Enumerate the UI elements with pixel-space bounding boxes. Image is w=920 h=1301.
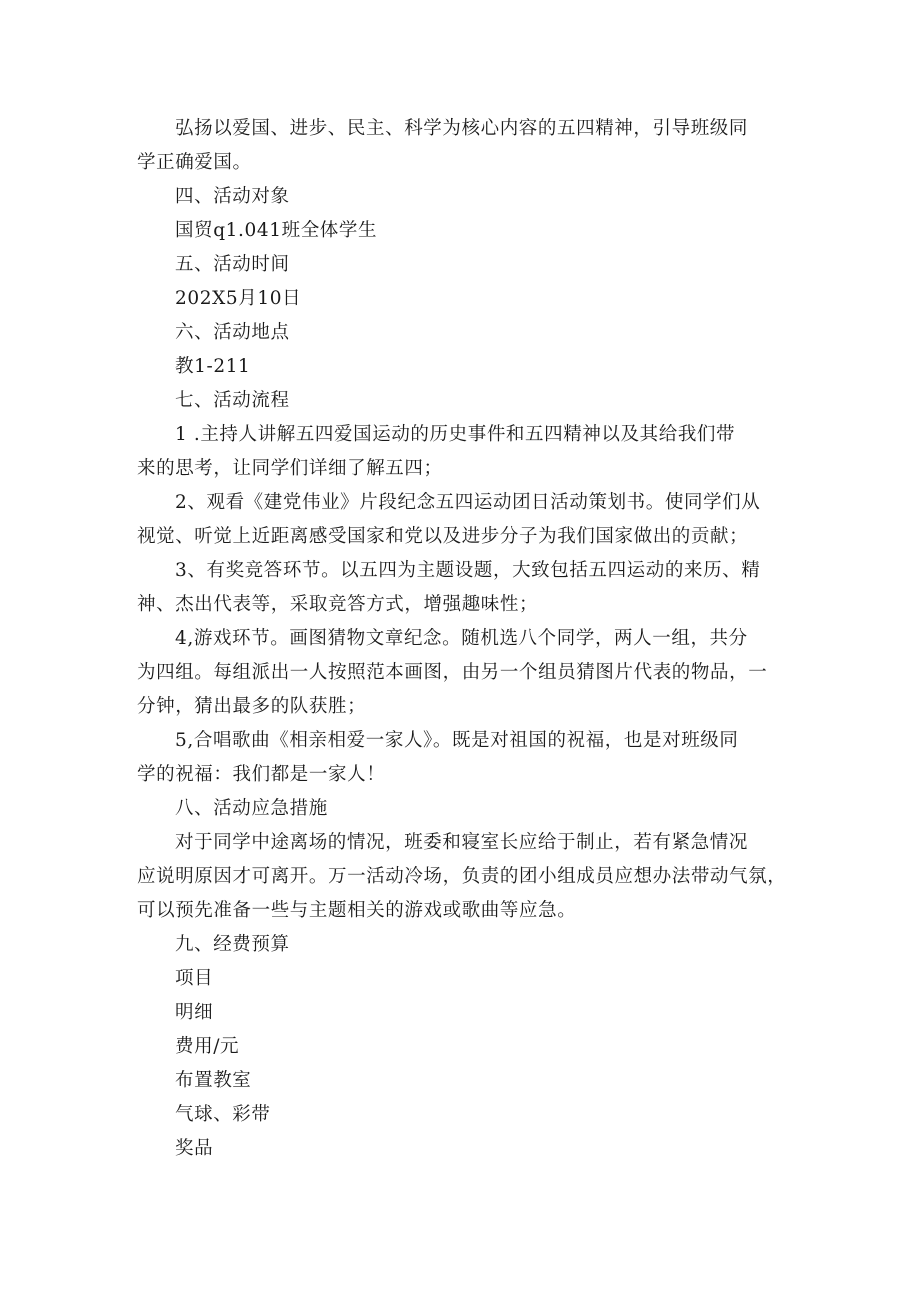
section-heading: 九、经费预算 (175, 934, 290, 955)
paragraph-line: 为四组。每组派出一人按照范本画图，由另一个组员猜图片代表的物品，一 (137, 662, 768, 683)
paragraph-line: 对于同学中途离场的情况，班委和寝室长应给于制止，若有紧急情况 (175, 832, 749, 853)
budget-item: 气球、彩带 (175, 1104, 271, 1125)
section-heading: 四、活动对象 (175, 186, 290, 207)
budget-item: 项目 (175, 968, 214, 989)
paragraph-line: 学的祝福：我们都是一家人！ (137, 764, 386, 785)
document-body (137, 112, 787, 1166)
paragraph-line: 3、有奖竞答环节。以五四为主题设题，大致包括五四运动的来历、精 (175, 560, 761, 581)
paragraph-line: 4,游戏环节。画图猜物文章纪念。随机选八个同学，两人一组，共分 (175, 628, 748, 649)
paragraph-line: 弘扬以爱国、进步、民主、科学为核心内容的五四精神，引导班级同 (175, 118, 749, 139)
section-heading: 八、活动应急措施 (175, 798, 328, 819)
budget-item: 布置教室 (175, 1070, 252, 1091)
paragraph-line: 分钟，猜出最多的队获胜； (137, 696, 367, 717)
paragraph-line: 202X5月10日 (175, 288, 302, 309)
budget-item: 费用/元 (175, 1036, 240, 1057)
paragraph-line: 神、杰出代表等，采取竞答方式，增强趣味性； (137, 594, 539, 615)
paragraph-line: 教1-211 (175, 356, 251, 377)
section-heading: 七、活动流程 (175, 390, 290, 411)
budget-item: 明细 (175, 1002, 214, 1023)
paragraph-line: 来的思考，让同学们详细了解五四； (137, 458, 443, 479)
paragraph-line: 5,合唱歌曲《相亲相爱一家人》。既是对祖国的祝福，也是对班级同 (175, 730, 739, 751)
paragraph-line: 2、观看《建党伟业》片段纪念五四运动团日活动策划书。使同学们从 (175, 492, 761, 513)
paragraph-line: 应说明原因才可离开。万一活动冷场，负责的团小组成员应想办法带动气氛， (137, 866, 787, 887)
budget-item: 奖品 (175, 1138, 214, 1159)
paragraph-line: 视觉、听觉上近距离感受国家和党以及进步分子为我们国家做出的贡献； (137, 526, 749, 547)
section-heading: 五、活动时间 (175, 254, 290, 275)
paragraph-line: 国贸q1.041班全体学生 (175, 220, 378, 241)
paragraph-line: 学正确爱国。 (137, 152, 252, 173)
paragraph-line: 可以预先准备一些与主题相关的游戏或歌曲等应急。 (137, 900, 577, 921)
section-heading: 六、活动地点 (175, 322, 290, 343)
paragraph-line: 1 .主持人讲解五四爱国运动的历史事件和五四精神以及其给我们带 (175, 424, 736, 445)
